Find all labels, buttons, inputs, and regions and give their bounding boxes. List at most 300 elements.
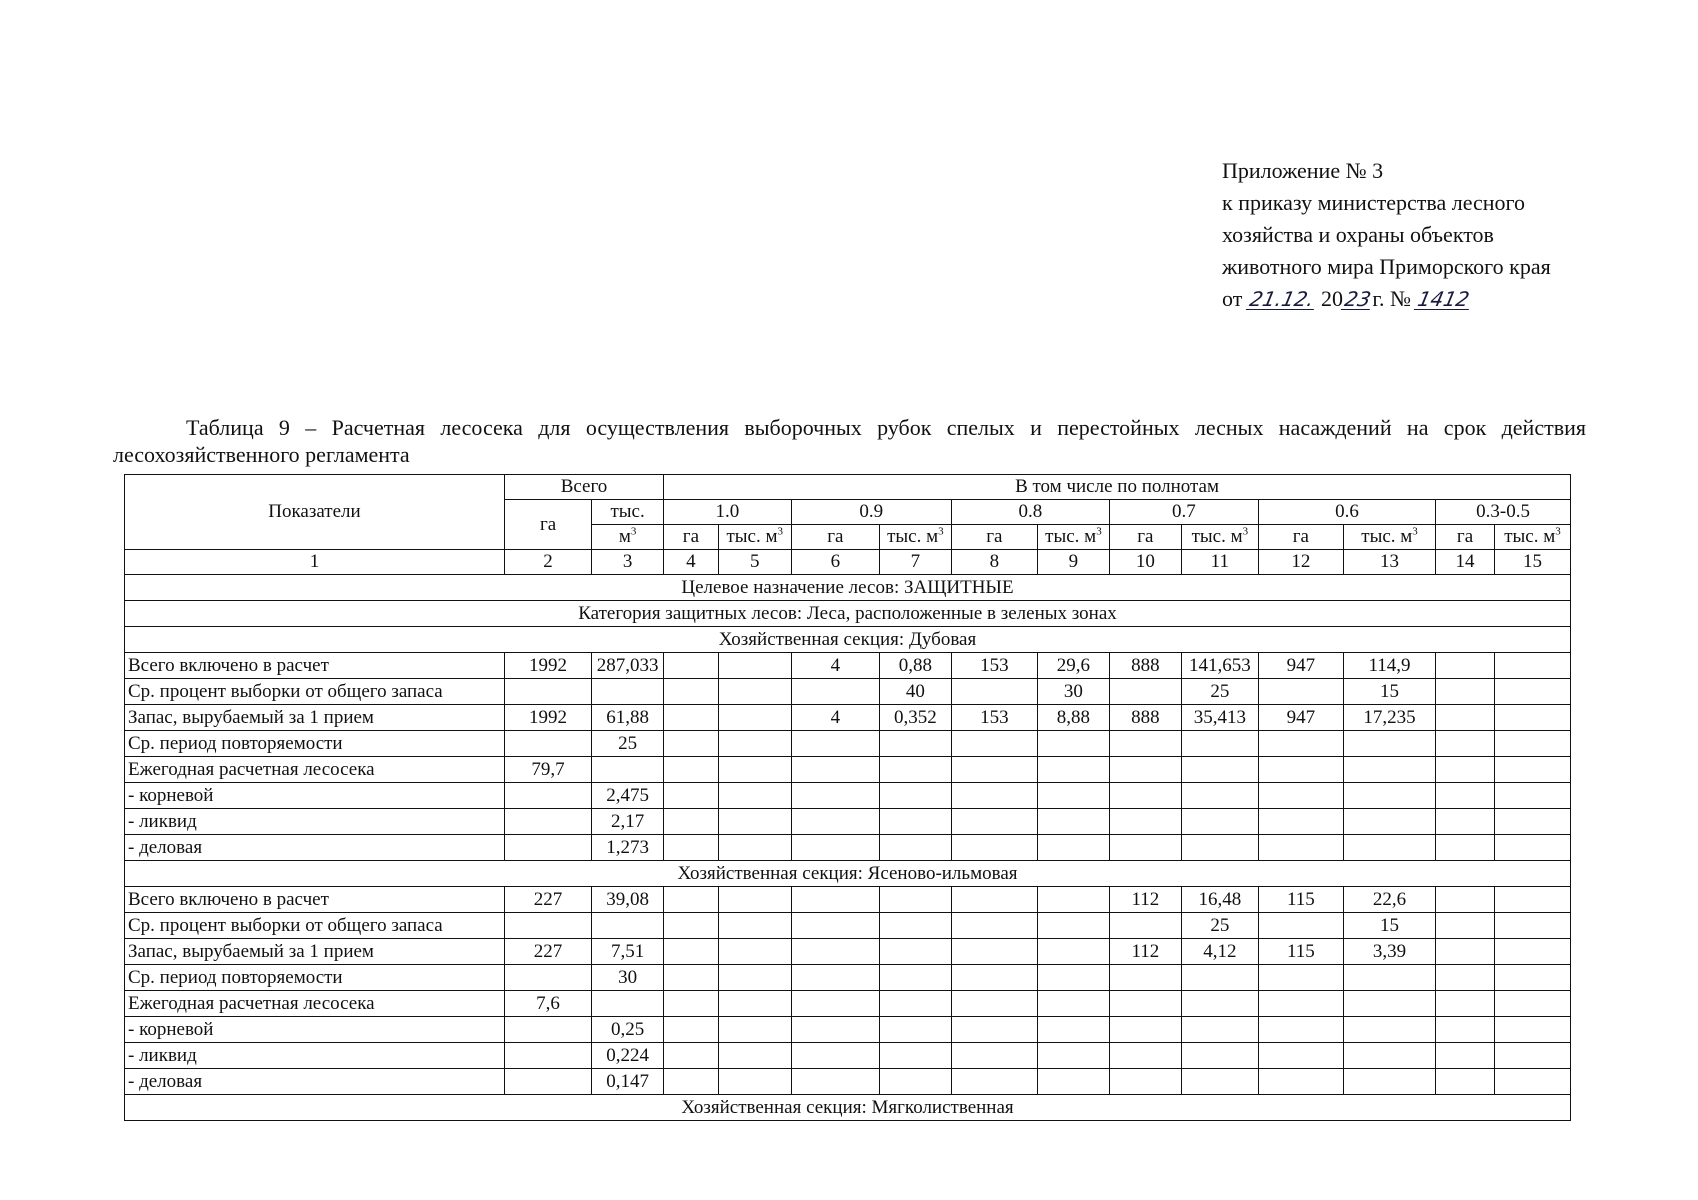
- row-label: Ср. процент выборки от общего запаса: [125, 913, 505, 939]
- table-cell: [504, 731, 591, 757]
- appendix-line-2: к приказу министерства лесного: [1222, 190, 1526, 215]
- row-label: Запас, вырубаемый за 1 прием: [125, 705, 505, 731]
- table-cell: 227: [504, 939, 591, 965]
- column-number: 7: [879, 550, 951, 575]
- table-row: [125, 783, 1571, 809]
- table-cell: [791, 809, 879, 835]
- table-cell: [1494, 1017, 1570, 1043]
- table-cell: [1494, 731, 1570, 757]
- table-cell: [1494, 705, 1570, 731]
- table-cell: [718, 783, 791, 809]
- table-row: [125, 1017, 1571, 1043]
- table-cell: [791, 991, 879, 1017]
- table-cell: [1109, 809, 1181, 835]
- forest-purpose: Целевое назначение лесов: ЗАЩИТНЫЕ: [125, 575, 1571, 601]
- table-cell: [791, 1043, 879, 1069]
- appendix-block: [1222, 155, 1551, 315]
- table-row: [125, 757, 1571, 783]
- table-cell: 7,51: [592, 939, 664, 965]
- table-cell: [504, 1017, 591, 1043]
- table-cell: 0,88: [879, 653, 951, 679]
- table-cell: 8,88: [1037, 705, 1109, 731]
- table-cell: 153: [951, 653, 1037, 679]
- row-label: Ср. процент выборки от общего запаса: [125, 679, 505, 705]
- table-cell: [1037, 1017, 1109, 1043]
- table-cell: [664, 913, 719, 939]
- column-number: 5: [718, 550, 791, 575]
- handwritten-date: 21.12.: [1247, 287, 1317, 311]
- unit-thous-m: тыс. м: [1191, 526, 1243, 547]
- row-label: - ликвид: [125, 1043, 505, 1069]
- unit-sup: 3: [938, 525, 944, 538]
- table-cell: [1436, 731, 1495, 757]
- table-cell: [1343, 757, 1435, 783]
- row-label: Ежегодная расчетная лесосека: [125, 991, 505, 1017]
- table-cell: [1109, 835, 1181, 861]
- header-density-4: 0.7: [1109, 500, 1258, 525]
- handwritten-year: 23: [1342, 287, 1374, 311]
- table-cell: [504, 809, 591, 835]
- header-total-ha: га: [504, 500, 591, 550]
- table-cell: [504, 965, 591, 991]
- table-row: [125, 965, 1571, 991]
- row-label: - деловая: [125, 835, 505, 861]
- table-cell: [664, 991, 719, 1017]
- row-label: Всего включено в расчет: [125, 887, 505, 913]
- header-total-m3: [592, 525, 664, 550]
- table-cell: [718, 679, 791, 705]
- handwritten-order-number: 1412: [1416, 287, 1473, 311]
- table-cell: [504, 835, 591, 861]
- table-cell: [1258, 679, 1343, 705]
- row-label: Ср. период повторяемости: [125, 731, 505, 757]
- table-cell: [1037, 731, 1109, 757]
- table-cell: [1181, 809, 1258, 835]
- table-cell: [504, 1043, 591, 1069]
- table-cell: 1992: [504, 653, 591, 679]
- table-cell: [1037, 991, 1109, 1017]
- table-row: [125, 731, 1571, 757]
- table-cell: [1494, 965, 1570, 991]
- table-cell: [1343, 809, 1435, 835]
- table-cell: [718, 705, 791, 731]
- column-number: 8: [951, 550, 1037, 575]
- table-cell: [791, 835, 879, 861]
- column-number-row: [125, 550, 1571, 575]
- table-cell: [504, 679, 591, 705]
- table-cell: [664, 783, 719, 809]
- table-cell: [1343, 835, 1435, 861]
- table-cell: [1109, 783, 1181, 809]
- table-cell: [1436, 705, 1495, 731]
- table-cell: 17,235: [1343, 705, 1435, 731]
- table-cell: [951, 991, 1037, 1017]
- table-cell: [1343, 1069, 1435, 1095]
- unit-sup: 3: [630, 525, 637, 538]
- table-cell: 112: [1109, 939, 1181, 965]
- table-cell: [504, 783, 591, 809]
- column-number: 1: [125, 550, 505, 575]
- table-cell: [1343, 731, 1435, 757]
- table-cell: [951, 887, 1037, 913]
- table-cell: [951, 757, 1037, 783]
- table-cell: 0,352: [879, 705, 951, 731]
- table-cell: [1436, 913, 1495, 939]
- table-cell: 25: [592, 731, 664, 757]
- table-cell: [1109, 1017, 1181, 1043]
- table-cell: [718, 939, 791, 965]
- table-cell: [1258, 991, 1343, 1017]
- table-cell: [1436, 809, 1495, 835]
- table-cell: 888: [1109, 705, 1181, 731]
- table-cell: [879, 809, 951, 835]
- table-cell: 112: [1109, 887, 1181, 913]
- table-cell: [1494, 913, 1570, 939]
- table-cell: [1109, 1069, 1181, 1095]
- table-cell: 4,12: [1181, 939, 1258, 965]
- table-cell: [1258, 731, 1343, 757]
- table-cell: [1181, 1017, 1258, 1043]
- header-sub-ha: га: [1109, 525, 1181, 550]
- table-cell: [879, 757, 951, 783]
- unit-sup: 3: [1242, 525, 1249, 538]
- caption-line-2: лесохозяйственного регламента: [113, 442, 410, 467]
- appendix-date-line: [1222, 283, 1551, 315]
- table-cell: [1181, 1043, 1258, 1069]
- header-density-6: 0.3-0.5: [1436, 500, 1571, 525]
- table-cell: 61,88: [592, 705, 664, 731]
- section-title: Хозяйственная секция: Дубовая: [125, 627, 1571, 653]
- header-density-3: 0.8: [951, 500, 1109, 525]
- year-prefix: 20: [1320, 286, 1343, 311]
- header-sub-thous-m3: [1181, 525, 1258, 550]
- header-density-2: 0.9: [791, 500, 951, 525]
- table-cell: [791, 783, 879, 809]
- table-cell: [664, 835, 719, 861]
- table-cell: [664, 653, 719, 679]
- table-row: [125, 705, 1571, 731]
- table-cell: [1109, 757, 1181, 783]
- table-cell: [879, 1043, 951, 1069]
- table-cell: [1181, 783, 1258, 809]
- table-cell: [718, 809, 791, 835]
- table-cell: [1436, 939, 1495, 965]
- table-cell: [1037, 939, 1109, 965]
- table-cell: [791, 679, 879, 705]
- table-cell: [1037, 757, 1109, 783]
- table-cell: [1343, 1043, 1435, 1069]
- table-cell: [1037, 835, 1109, 861]
- table-cell: [664, 809, 719, 835]
- table-cell: 888: [1109, 653, 1181, 679]
- table-cell: [504, 1069, 591, 1095]
- table-cell: [664, 965, 719, 991]
- table-cell: [664, 1043, 719, 1069]
- table-cell: [879, 783, 951, 809]
- header-total-thous: тыс.: [592, 500, 664, 525]
- table-cell: [879, 965, 951, 991]
- header-sub-thous-m3: [879, 525, 951, 550]
- table-cell: [791, 731, 879, 757]
- table-cell: [664, 705, 719, 731]
- section-title: Хозяйственная секция: Ясеново-ильмовая: [125, 861, 1571, 887]
- table-cell: [1494, 653, 1570, 679]
- unit-sup: 3: [1555, 525, 1561, 538]
- column-number: 13: [1343, 550, 1435, 575]
- column-number: 15: [1494, 550, 1570, 575]
- table-cell: [1436, 1017, 1495, 1043]
- header-sub-thous-m3: [1343, 525, 1435, 550]
- table-cell: [664, 1069, 719, 1095]
- table-cell: [1494, 679, 1570, 705]
- table-cell: 4: [791, 653, 879, 679]
- year-unit: г. №: [1372, 286, 1411, 311]
- section-title-row: [125, 627, 1571, 653]
- date-prefix: от: [1222, 286, 1243, 311]
- table-cell: [1494, 939, 1570, 965]
- table-cell: [504, 913, 591, 939]
- table-row: [125, 809, 1571, 835]
- table-cell: [879, 1069, 951, 1095]
- table-cell: 0,224: [592, 1043, 664, 1069]
- table-row: [125, 835, 1571, 861]
- appendix-line-1: Приложение № 3: [1222, 158, 1384, 183]
- table-cell: [1436, 1069, 1495, 1095]
- table-cell: 153: [951, 705, 1037, 731]
- table-cell: [1181, 731, 1258, 757]
- table-cell: [1436, 887, 1495, 913]
- table-cell: [718, 757, 791, 783]
- table-cell: 2,17: [592, 809, 664, 835]
- column-number: 12: [1258, 550, 1343, 575]
- table-cell: 22,6: [1343, 887, 1435, 913]
- cutting-area-table: [124, 474, 1571, 1121]
- header-density-5: 0.6: [1258, 500, 1435, 525]
- header-sub-thous-m3: [718, 525, 791, 550]
- table-cell: [592, 757, 664, 783]
- table-row: [125, 1069, 1571, 1095]
- table-cell: [718, 731, 791, 757]
- appendix-line-3: хозяйства и охраны объектов: [1222, 222, 1494, 247]
- table-cell: [592, 679, 664, 705]
- table-cell: [951, 965, 1037, 991]
- table-cell: [1181, 965, 1258, 991]
- table-cell: 39,08: [592, 887, 664, 913]
- row-label: Ср. период повторяемости: [125, 965, 505, 991]
- table-cell: [1258, 1069, 1343, 1095]
- table-cell: [879, 835, 951, 861]
- table-cell: [1037, 1043, 1109, 1069]
- table-cell: [1258, 1043, 1343, 1069]
- table-cell: 25: [1181, 679, 1258, 705]
- table-cell: [1037, 965, 1109, 991]
- table-cell: [1436, 757, 1495, 783]
- table-cell: 15: [1343, 679, 1435, 705]
- table-cell: 16,48: [1181, 887, 1258, 913]
- column-number: 4: [664, 550, 719, 575]
- table-cell: [791, 939, 879, 965]
- table-cell: [879, 1017, 951, 1043]
- column-number: 6: [791, 550, 879, 575]
- table-cell: [951, 679, 1037, 705]
- table-cell: [1343, 1017, 1435, 1043]
- table-cell: [879, 913, 951, 939]
- table-cell: [1343, 965, 1435, 991]
- table-cell: [1494, 1069, 1570, 1095]
- table-cell: [1258, 965, 1343, 991]
- table-cell: [791, 1017, 879, 1043]
- table-cell: [664, 757, 719, 783]
- table-cell: [791, 757, 879, 783]
- table-cell: [718, 887, 791, 913]
- table-cell: [1494, 1043, 1570, 1069]
- table-cell: [1258, 783, 1343, 809]
- table-cell: [1037, 913, 1109, 939]
- table-cell: [664, 887, 719, 913]
- unit-sup: 3: [777, 525, 784, 538]
- header-total: Всего: [504, 475, 663, 500]
- section-title: Хозяйственная секция: Мягколиственная: [125, 1095, 1571, 1121]
- table-cell: [1258, 757, 1343, 783]
- table-cell: [592, 991, 664, 1017]
- table-cell: 30: [592, 965, 664, 991]
- table-cell: 0,25: [592, 1017, 664, 1043]
- table-cell: 35,413: [1181, 705, 1258, 731]
- table-cell: [1343, 783, 1435, 809]
- table-cell: [1494, 887, 1570, 913]
- table-cell: 0,147: [592, 1069, 664, 1095]
- table-cell: [1494, 757, 1570, 783]
- table-cell: [1258, 809, 1343, 835]
- table-cell: [1109, 1043, 1181, 1069]
- table-cell: [1037, 783, 1109, 809]
- table-cell: 227: [504, 887, 591, 913]
- table-cell: [1436, 991, 1495, 1017]
- header-sub-ha: га: [1258, 525, 1343, 550]
- table-cell: [1436, 1043, 1495, 1069]
- table-cell: [951, 835, 1037, 861]
- table-row: [125, 939, 1571, 965]
- table-cell: [879, 939, 951, 965]
- header-row-1: [125, 475, 1571, 500]
- table-cell: [791, 965, 879, 991]
- row-label: - корневой: [125, 1017, 505, 1043]
- row-label: - корневой: [125, 783, 505, 809]
- unit-thous-m: тыс. м: [726, 526, 778, 547]
- table-cell: [951, 731, 1037, 757]
- table-cell: [951, 1017, 1037, 1043]
- table-cell: 947: [1258, 705, 1343, 731]
- table-cell: [951, 913, 1037, 939]
- forest-purpose-row: [125, 575, 1571, 601]
- table-cell: [592, 913, 664, 939]
- protective-category: Категория защитных лесов: Леса, расположенные в зеленых зонах: [125, 601, 1571, 627]
- column-number: 10: [1109, 550, 1181, 575]
- unit-thous-m: тыс. м: [1361, 526, 1413, 547]
- table-cell: [1109, 965, 1181, 991]
- header-sub-ha: га: [791, 525, 879, 550]
- table-cell: [1109, 913, 1181, 939]
- table-cell: [1181, 757, 1258, 783]
- table-cell: 25: [1181, 913, 1258, 939]
- table-row: [125, 913, 1571, 939]
- table-cell: [951, 1043, 1037, 1069]
- table-cell: 15: [1343, 913, 1435, 939]
- unit-sup: 3: [1096, 525, 1102, 538]
- table-cell: 115: [1258, 887, 1343, 913]
- unit-thous-m: тыс. м: [1504, 526, 1556, 547]
- column-number: 3: [592, 550, 664, 575]
- table-row: [125, 679, 1571, 705]
- header-sub-ha: га: [1436, 525, 1495, 550]
- table-cell: 287,033: [592, 653, 664, 679]
- table-cell: [718, 913, 791, 939]
- unit-sup: 3: [1412, 525, 1418, 538]
- table-body: [125, 475, 1571, 1121]
- table-cell: [1436, 835, 1495, 861]
- table-cell: [1181, 835, 1258, 861]
- unit-thous-m: тыс. м: [887, 526, 939, 547]
- table-cell: [664, 679, 719, 705]
- table-cell: 4: [791, 705, 879, 731]
- row-label: Всего включено в расчет: [125, 653, 505, 679]
- protective-category-row: [125, 601, 1571, 627]
- table-cell: 7,6: [504, 991, 591, 1017]
- table-row: [125, 653, 1571, 679]
- caption-line-1: Таблица 9 – Расчетная лесосека для осуществления выборочных рубок спелых и перестойных лесных насаждений на срок действия: [186, 415, 1586, 440]
- table-cell: [718, 1069, 791, 1095]
- table-cell: 1992: [504, 705, 591, 731]
- table-cell: [1109, 679, 1181, 705]
- table-cell: [718, 835, 791, 861]
- table-cell: [1494, 991, 1570, 1017]
- table-cell: [664, 1017, 719, 1043]
- row-label: Запас, вырубаемый за 1 прием: [125, 939, 505, 965]
- table-cell: 141,653: [1181, 653, 1258, 679]
- unit-m: м: [618, 526, 631, 547]
- table-cell: [1494, 783, 1570, 809]
- table-cell: [951, 939, 1037, 965]
- table-caption: [113, 414, 1586, 468]
- table-cell: [1258, 1017, 1343, 1043]
- table-row: [125, 1043, 1571, 1069]
- table-cell: [718, 653, 791, 679]
- table-cell: [1037, 1069, 1109, 1095]
- table-cell: 115: [1258, 939, 1343, 965]
- header-density-1: 1.0: [664, 500, 792, 525]
- table-cell: [1181, 1069, 1258, 1095]
- header-including: В том числе по полнотам: [664, 475, 1571, 500]
- column-number: 11: [1181, 550, 1258, 575]
- table-cell: 79,7: [504, 757, 591, 783]
- table-cell: [1109, 731, 1181, 757]
- table-cell: [1436, 653, 1495, 679]
- appendix-line-4: животного мира Приморского края: [1222, 254, 1551, 279]
- table-cell: [1181, 991, 1258, 1017]
- column-number: 14: [1436, 550, 1495, 575]
- table-cell: [1436, 679, 1495, 705]
- table-row: [125, 887, 1571, 913]
- table-cell: [718, 965, 791, 991]
- header-sub-thous-m3: [1037, 525, 1109, 550]
- table-row: [125, 991, 1571, 1017]
- section-title-row: [125, 1095, 1571, 1121]
- column-number: 2: [504, 550, 591, 575]
- header-indicators: Показатели: [125, 475, 505, 550]
- table-cell: 947: [1258, 653, 1343, 679]
- table-cell: [718, 991, 791, 1017]
- table-cell: [1494, 835, 1570, 861]
